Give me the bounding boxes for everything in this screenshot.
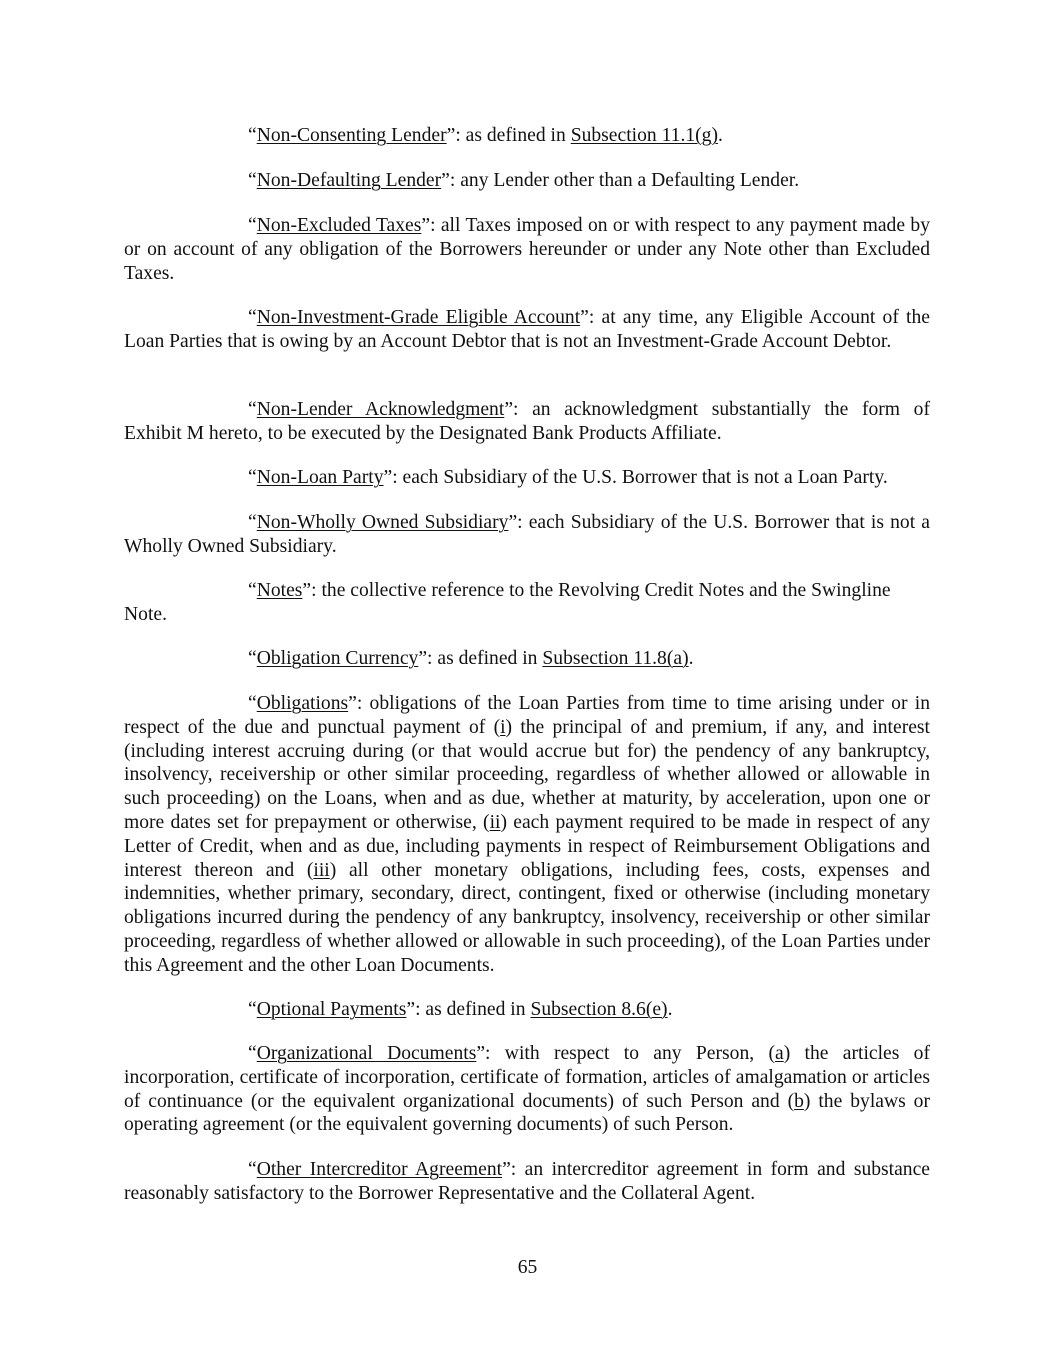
definition-obligation-currency: “Obligation Currency”: as defined in Subsection 11.8(a). (248, 648, 694, 669)
clause-marker: ii (489, 811, 501, 833)
definition-non-investment-grade-eligible-account: “Non-Investment-Grade Eligible Account”: at any time, any Eligible Account of the Loan Parties that is owing by an Account Debtor that is not an Investment-Grade Account Debtor. (124, 307, 930, 352)
defined-term: Non-Wholly Owned Subsidiary (256, 512, 509, 533)
definition-organizational-documents: “Organizational Documents”: with respect to any Person, (a) the articles of incorporation, certificate of incorporation, certificate of formation, articles of amalgamation or articles of continuance (or the equivalent organizational documents) of such Person and (b) the bylaws or operating agreement (or the equivalent governing documents) of such Person. (124, 1043, 931, 1136)
clause-marker: b (794, 1090, 804, 1112)
definition-non-consenting-lender: “Non-Consenting Lender”: as defined in Subsection 11.1(g). (248, 125, 723, 146)
defined-term: Non-Loan Party (256, 467, 384, 488)
definition-non-lender-acknowledgment: “Non-Lender Acknowledgment”: an acknowledgment substantially the form of Exhibit M hereto, to be executed by the Designated Bank Products Affiliate. (124, 399, 930, 444)
definition-notes-continuation: Note. (124, 604, 167, 625)
clause-marker: a (775, 1043, 784, 1064)
cross-reference: Subsection 11.1(g) (570, 125, 718, 146)
defined-term: Non-Excluded Taxes (256, 215, 422, 236)
defined-term: Optional Payments (256, 999, 407, 1020)
defined-term: Non-Lender Acknowledgment (256, 399, 505, 420)
definition-obligations: “Obligations”: obligations of the Loan Parties from time to time arising under or in respect of the due and punctual payment of (i) the principal of and premium, if any, and interest (including interest accruing during (or that would accrue but for) the pendency of any bankruptcy, insolvency, receivership or other similar proceeding, regardless of whether allowed or allowable in such proceeding) on the Loans, when and as due, whether at maturity, by acceleration, upon one or more dates set for prepayment or otherwise, (ii) each payment required to be made in respect of any Letter of Credit, when and as due, including payments in respect of Reimbursement Obligations and interest thereon and (iii) all other monetary obligations, including fees, costs, expenses and indemnities, whether primary, secondary, direct, contingent, fixed or otherwise (including monetary obligations incurred during the pendency of any bankruptcy, insolvency, receivership or other similar proceeding, regardless of whether allowed or allowable in such proceeding), of the Loan Parties under this Agreement and the other Loan Documents. (124, 693, 930, 976)
definition-non-wholly-owned-subsidiary: “Non-Wholly Owned Subsidiary”: each Subsidiary of the U.S. Borrower that is not a Wholly Owned Subsidiary. (124, 512, 931, 557)
defined-term: Obligations (256, 693, 349, 714)
defined-term: Other Intercreditor Agreement (256, 1159, 503, 1180)
definition-other-intercreditor-agreement: “Other Intercreditor Agreement”: an intercreditor agreement in form and substance reasonably satisfactory to the Borrower Representative and the Collateral Agent. (124, 1159, 930, 1204)
definition-non-loan-party: “Non-Loan Party”: each Subsidiary of the U.S. Borrower that is not a Loan Party. (248, 467, 888, 488)
definition-notes: “Notes”: the collective reference to the Revolving Credit Notes and the Swingline (248, 580, 891, 601)
page-number: 65 (517, 1257, 538, 1278)
defined-term: Non-Investment-Grade Eligible Account (256, 307, 581, 328)
clause-marker: iii (313, 859, 330, 881)
defined-term: Organizational Documents (256, 1043, 477, 1064)
defined-term: Non-Defaulting Lender (256, 170, 442, 191)
defined-term: Notes (256, 580, 303, 601)
clause-marker: i (500, 716, 506, 738)
defined-term: Obligation Currency (256, 648, 419, 669)
cross-reference: Subsection 8.6(e) (530, 999, 668, 1020)
definition-optional-payments: “Optional Payments”: as defined in Subsection 8.6(e). (248, 999, 673, 1020)
defined-term: Non-Consenting Lender (256, 125, 447, 146)
definition-non-excluded-taxes: “Non-Excluded Taxes”: all Taxes imposed on or with respect to any payment made by or on account of any obligation of the Borrowers hereunder or under any Note other than Excluded Taxes. (124, 215, 930, 284)
definition-non-defaulting-lender: “Non-Defaulting Lender”: any Lender other than a Defaulting Lender. (248, 170, 800, 191)
cross-reference: Subsection 11.8(a) (542, 648, 689, 669)
